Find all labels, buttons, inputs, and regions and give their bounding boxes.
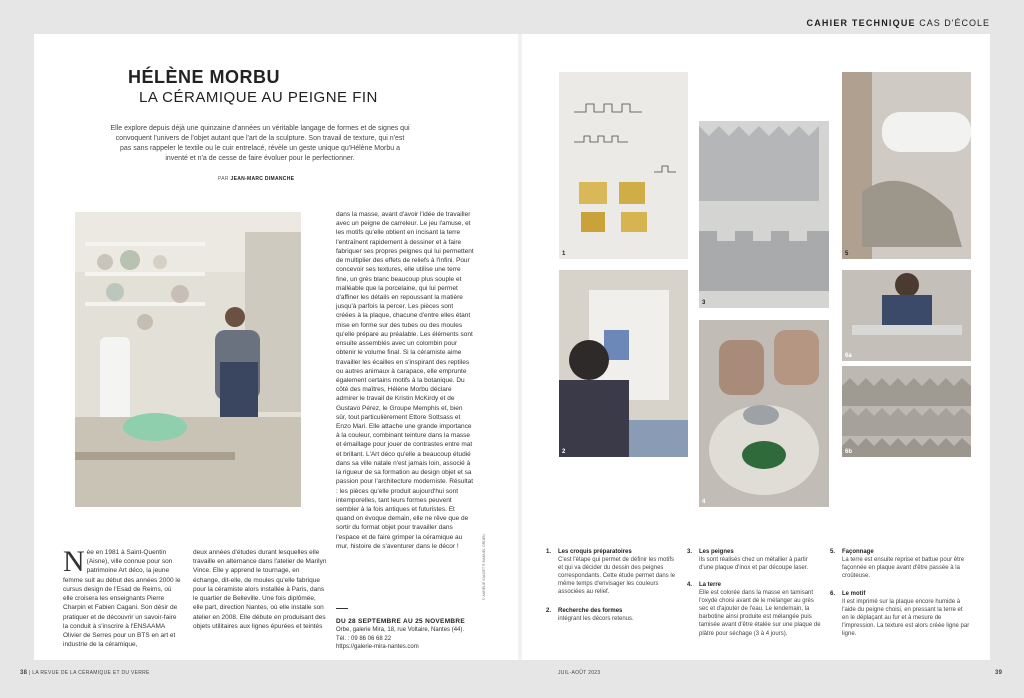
page-number-right: 39 <box>995 670 1003 676</box>
photo-drawing <box>559 270 688 457</box>
divider <box>336 608 348 609</box>
photo-number: 6a <box>845 353 852 359</box>
photo-motif-a <box>842 270 971 361</box>
photo-number: 1 <box>562 251 566 257</box>
caption-3 <box>687 548 821 572</box>
gutter <box>518 34 522 660</box>
caption-number: 5. <box>830 549 836 555</box>
event-dates: DU 28 SEPTEMBRE AU 25 NOVEMBRE <box>336 618 466 625</box>
rubric-light: CAS D'ÉCOLE <box>919 18 990 28</box>
event-address: Orbe, galerie Mira, 18, rue Voltaire, Nantes (44). <box>336 627 465 634</box>
drawing-illustration <box>559 270 688 457</box>
drop-cap: N <box>63 545 85 578</box>
combs-illustration <box>699 121 829 308</box>
caption-6 <box>830 590 970 639</box>
caption-number: 3. <box>687 549 693 555</box>
roller-illustration <box>842 72 971 259</box>
caption-title: La terre <box>699 582 722 588</box>
caption-1 <box>546 548 676 597</box>
caption-number: 6. <box>830 591 836 597</box>
body-column-3: dans la masse, avant d'avoir l'idée de travailler avec un peigne de carreleur. Le jeu l'amuse, et les motifs qu'elle obtient en incisant la terre l'entraînent rapidement à dessiner et à faire fabriquer ses propres peignes qui lui permettent de multiplier des effets de reliefs à l'infini. Pour concevoir ses textures, elle utilise une terre fine, un grès blanc beaucoup plus souple et malléable que la porcelaine, qui lui permet d'affiner les détails en repoussant la matière jusqu'à parfois la percer. Les pièces sont créées à la plaque, chacune d'entre elles étant mise en forme sur des tubes ou des moules qu'elle prépare au préalable. Les éléments sont ensuite assemblés avec un colombin pour obtenir le volume final. Si la céramiste aime travailler les écailles en s'inspirant des reptiles ou autres animaux à carapace, elle emprunte également certains motifs à la botanique. Du côté des maîtres, Hélène Morbu déclare admirer le travail de Kristin McKirdy et de Gustavo Pérez, le Groupe Memphis et, bien sûr, tout particulièrement Ettore Sottsass et Enzo Mari. Elle attache une grande importance à la couleur, combinant teinture dans la masse et émaillage pour jouer de contrastes entre mat et brillant. L'Art déco qu'elle a beaucoup étudié dans sa ville natale n'est jamais loin, associé à la rigueur de sa formation au design objet et sa passion pour l'architecture moderniste. Résultat : les pièces qu'elle produit aujourd'hui sont intemporelles, tant leurs formes peuvent sembler à la fois antiques et futuristes. Et quand on évoque demain, elle ne rêve que de sortir du format objet pour travailler dans l'espace et de faire grimper la céramique au mur, histoire de s'aventurer dans le décor ! <box>336 211 474 550</box>
caption-title: Les croquis préparatoires <box>558 549 632 555</box>
event-phone: Tél. : 09 86 06 68 22 <box>336 635 392 642</box>
caption-5 <box>830 548 970 580</box>
motif-b-illustration <box>842 366 971 457</box>
caption-4 <box>687 581 821 638</box>
portrait-photo <box>75 212 301 507</box>
caption-title: Recherche des formes <box>558 608 623 614</box>
caption-number: 4. <box>687 582 693 588</box>
photo-number: 2 <box>562 449 566 455</box>
caption-text: Ils sont réalisés chez un métallier à partir d'une plaque d'inox et par découpe laser. <box>699 557 809 572</box>
photo-credit: © AURÉLIE SAUZET ® MANUEL ORDEN <box>482 534 486 600</box>
caption-text: intégrant les décors retenus. <box>558 616 634 623</box>
sketch-illustration <box>559 72 688 259</box>
caption-text: Elle est colorée dans la masse en tamisant l'oxyde choisi avant de le mélanger au grès sec et d'ajouter de l'eau. Le lendemain, la barbotine ainsi produite est mélangée puis tamisée avant d'être étalée sur une plaque de plâtre pour séchage (3 à 4 jours). <box>699 590 821 637</box>
magazine-title: | LA REVUE DE LA CÉRAMIQUE ET DU VERRE <box>28 670 150 676</box>
photo-sketches <box>559 72 688 259</box>
photo-number: 5 <box>845 251 849 257</box>
body-column-1 <box>63 545 183 649</box>
footer-date: JUIL-AOÛT 2023 <box>558 670 601 676</box>
photo-number: 4 <box>702 499 706 505</box>
footer-left <box>20 670 150 676</box>
event-info <box>336 617 476 652</box>
caption-2 <box>546 607 676 623</box>
caption-number: 1. <box>546 549 552 555</box>
portrait-illustration <box>75 212 301 507</box>
photo-sieve <box>699 320 829 507</box>
caption-number: 2. <box>546 608 552 614</box>
caption-text: C'est l'étape qui permet de définir les motifs et qui va décider du dessin des peignes correspondants. Cette étude permet dans le même temps d'envisager les couleurs associées au relief. <box>558 557 676 596</box>
sieve-illustration <box>699 320 829 507</box>
photo-number: 3 <box>702 300 706 306</box>
article-intro: Elle explore depuis déjà une quinzaine d'années un véritable langage de formes et de signes qui convoquent l'univers de l'objet autant que l'art de la sculpture. Son travail de texture, qui n'est pas sans rappeler le textile ou le cuir entrelacé, révèle un geste unique qu'Hélène Morbu a inventé et n'a de cesse de faire évoluer pour le perfectionner. <box>110 125 410 162</box>
caption-title: Les peignes <box>699 549 734 555</box>
event-url[interactable]: https://galerie-mira-nantes.com <box>336 644 419 651</box>
byline-author: JEAN-MARC DIMANCHE <box>230 176 295 182</box>
rubric-bold: CAHIER TECHNIQUE <box>806 18 916 28</box>
body-text: ée en 1981 à Saint-Quentin (Aisne), ville connue pour son patrimoine Art déco, la jeune femme suit au début des années 2000 le cursus design de l'Esad de Reims, où elle croisera les enseignants Pierre Charpin et Fabien Cagani. Son désir de pratiquer et de découvrir un savoir-faire la conduit à s'inscrire à l'ENSAAMA Olivier de Serres pour un BTS en art et industrie de la céramique, <box>63 549 181 649</box>
caption-text: Il est imprimé sur la plaque encore humide à l'aide du peigne choisi, en pressant la terre et en le déplaçant au fur et à mesure de l'impression. La texture est alors créée ligne par ligne. <box>842 599 970 638</box>
caption-text: La terre est ensuite reprise et battue pour être façonnée en plaque avant d'être passée à la croûteuse. <box>842 557 965 580</box>
body-column-2: deux années d'études durant lesquelles elle travaille en alternance dans l'atelier de Marilyn Vince. Elle y apprend le tournage, en échange, dit-elle, de moules qu'elle fabrique pour la céramiste alors installée à Paris, dans le quartier de Belleville. Une fois diplômée, elle part, direction Nantes, où elle installe son atelier en 2008. Elle débute en produisant des objets utilitaires aux lignes épurées et teintés <box>193 549 327 630</box>
photo-combs <box>699 121 829 308</box>
article-subtitle: LA CÉRAMIQUE AU PEIGNE FIN <box>139 89 378 106</box>
motif-a-illustration <box>842 270 971 361</box>
footer-right <box>995 670 1002 676</box>
photo-motif-b <box>842 366 971 457</box>
section-rubric <box>807 18 990 28</box>
photo-number: 6b <box>845 449 853 455</box>
article-title: HÉLÈNE MORBU <box>128 67 281 87</box>
byline-prefix: PAR <box>218 176 229 182</box>
byline <box>218 176 294 182</box>
caption-title: Le motif <box>842 591 866 597</box>
photo-roller <box>842 72 971 259</box>
caption-title: Façonnage <box>842 549 874 555</box>
page-number-left: 38 <box>20 670 28 676</box>
